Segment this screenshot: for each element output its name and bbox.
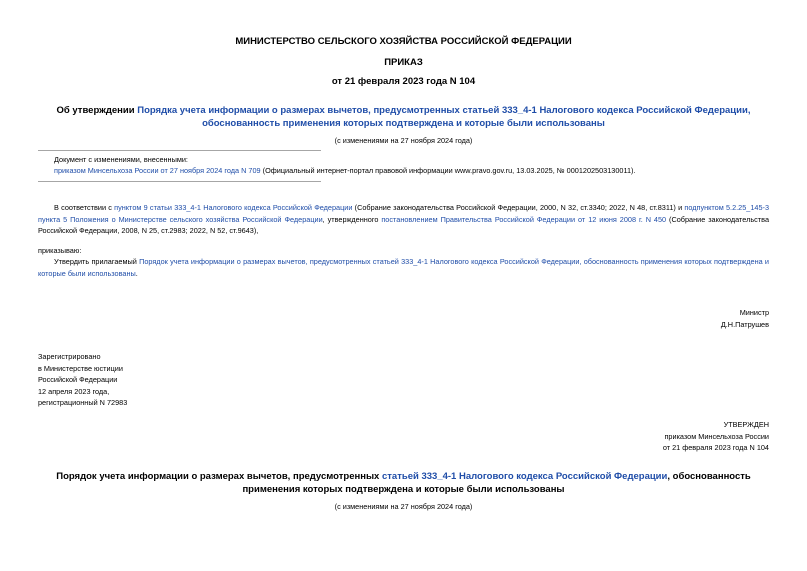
amendments-bottom-divider — [38, 181, 321, 182]
registration-date: 12 апреля 2023 года, — [38, 386, 110, 396]
signature-name: Д.Н.Патрушев — [720, 319, 769, 329]
amendment-order-link[interactable]: приказом Минсельхоза России от 27 ноября 2024 года N 709 — [54, 166, 261, 175]
procedure-title-text-1: Порядок учета информации о размерах вычетов, предусмотренных — [56, 471, 382, 482]
approved-by: приказом Минсельхоза России — [664, 431, 769, 441]
order-word: приказываю: — [38, 246, 82, 255]
ministry-regulation-link[interactable]: подпунктом 5.2.25_145-3 пункта 5 Положения о Министерстве сельского хозяйства Российской Федерации — [38, 203, 770, 224]
registration-line: Зарегистрировано — [38, 352, 101, 361]
approved-stamp: УТВЕРЖДЕН — [723, 420, 769, 429]
doc-type-heading: ПРИКАЗ — [384, 57, 423, 68]
approve-paragraph — [38, 256, 769, 279]
amendments-top-divider — [38, 150, 321, 151]
changes-note: (с изменениями на 27 ноября 2024 года) — [334, 136, 473, 145]
preamble-paragraph — [38, 202, 769, 237]
title-procedure-link[interactable]: Порядка учета информации о размерах вычетов, предусмотренных статьей 333_4-1 Налогового кодекса Российской Федерации, обоснованность применения которых подтверждена и которые были использованы — [137, 105, 751, 129]
preamble-text-4: (Собрание законодательства Российской Федерации, 2008, N 25, ст.2983; 2022, N 52, ст.9643), — [38, 214, 770, 235]
procedure-tax-code-link[interactable]: статьей 333_4-1 Налогового кодекса Российской Федерации — [382, 471, 668, 482]
registration-line: в Министерстве юстиции — [38, 363, 123, 373]
signature-position: Министр — [739, 308, 769, 317]
preamble-text-2: (Собрание законодательства Российской Федерации, 2000, N 32, ст.3340; 2022, N 48, ст.8311) и — [352, 203, 685, 212]
registration-line: Российской Федерации — [38, 375, 118, 384]
procedure-changes-note: (с изменениями на 27 ноября 2024 года) — [334, 502, 473, 511]
approved-date: от 21 февраля 2023 года N 104 — [662, 443, 769, 452]
procedure-title — [38, 470, 769, 496]
approved-procedure-link[interactable]: Порядок учета информации о размерах вычетов, предусмотренных статьей 333_4-1 Налогового кодекса Российской Федерации, обоснованность применения которых подтверждена и которые были использованы — [38, 257, 770, 278]
amendments-entry — [54, 165, 770, 177]
registration-number: регистрационный N 72983 — [38, 398, 128, 407]
preamble-text-1: В соответствии с — [54, 203, 115, 212]
approve-text-2: . — [135, 268, 138, 278]
signature-block — [721, 307, 769, 330]
ministry-heading: МИНИСТЕРСТВО СЕЛЬСКОГО ХОЗЯЙСТВА РОССИЙСКОЙ ФЕДЕРАЦИИ — [235, 36, 572, 47]
registration-block — [38, 351, 127, 409]
document-title — [38, 104, 769, 130]
government-resolution-link[interactable]: постановлением Правительства Российской Федерации от 12 июня 2008 г. N 450 — [381, 214, 667, 224]
approved-block — [663, 419, 769, 454]
doc-date-heading: от 21 февраля 2023 года N 104 — [331, 76, 476, 87]
amendments-label: Документ с изменениями, внесенными: — [54, 155, 188, 164]
amendment-source: (Официальный интернет-портал правовой информации www.pravo.gov.ru, 13.03.2025, № 0001202503130011). — [260, 166, 636, 175]
approve-text-1: Утвердить прилагаемый — [54, 257, 140, 266]
procedure-title-text-2: , обоснованность применения которых подтверждена и которые были использованы — [242, 471, 751, 495]
preamble-text-3: , утвержденного — [322, 214, 382, 224]
tax-code-article-link[interactable]: пунктом 9 статьи 333_4-1 Налогового кодекса Российской Федерации — [114, 203, 353, 212]
title-prefix: Об утверждении — [56, 105, 138, 116]
